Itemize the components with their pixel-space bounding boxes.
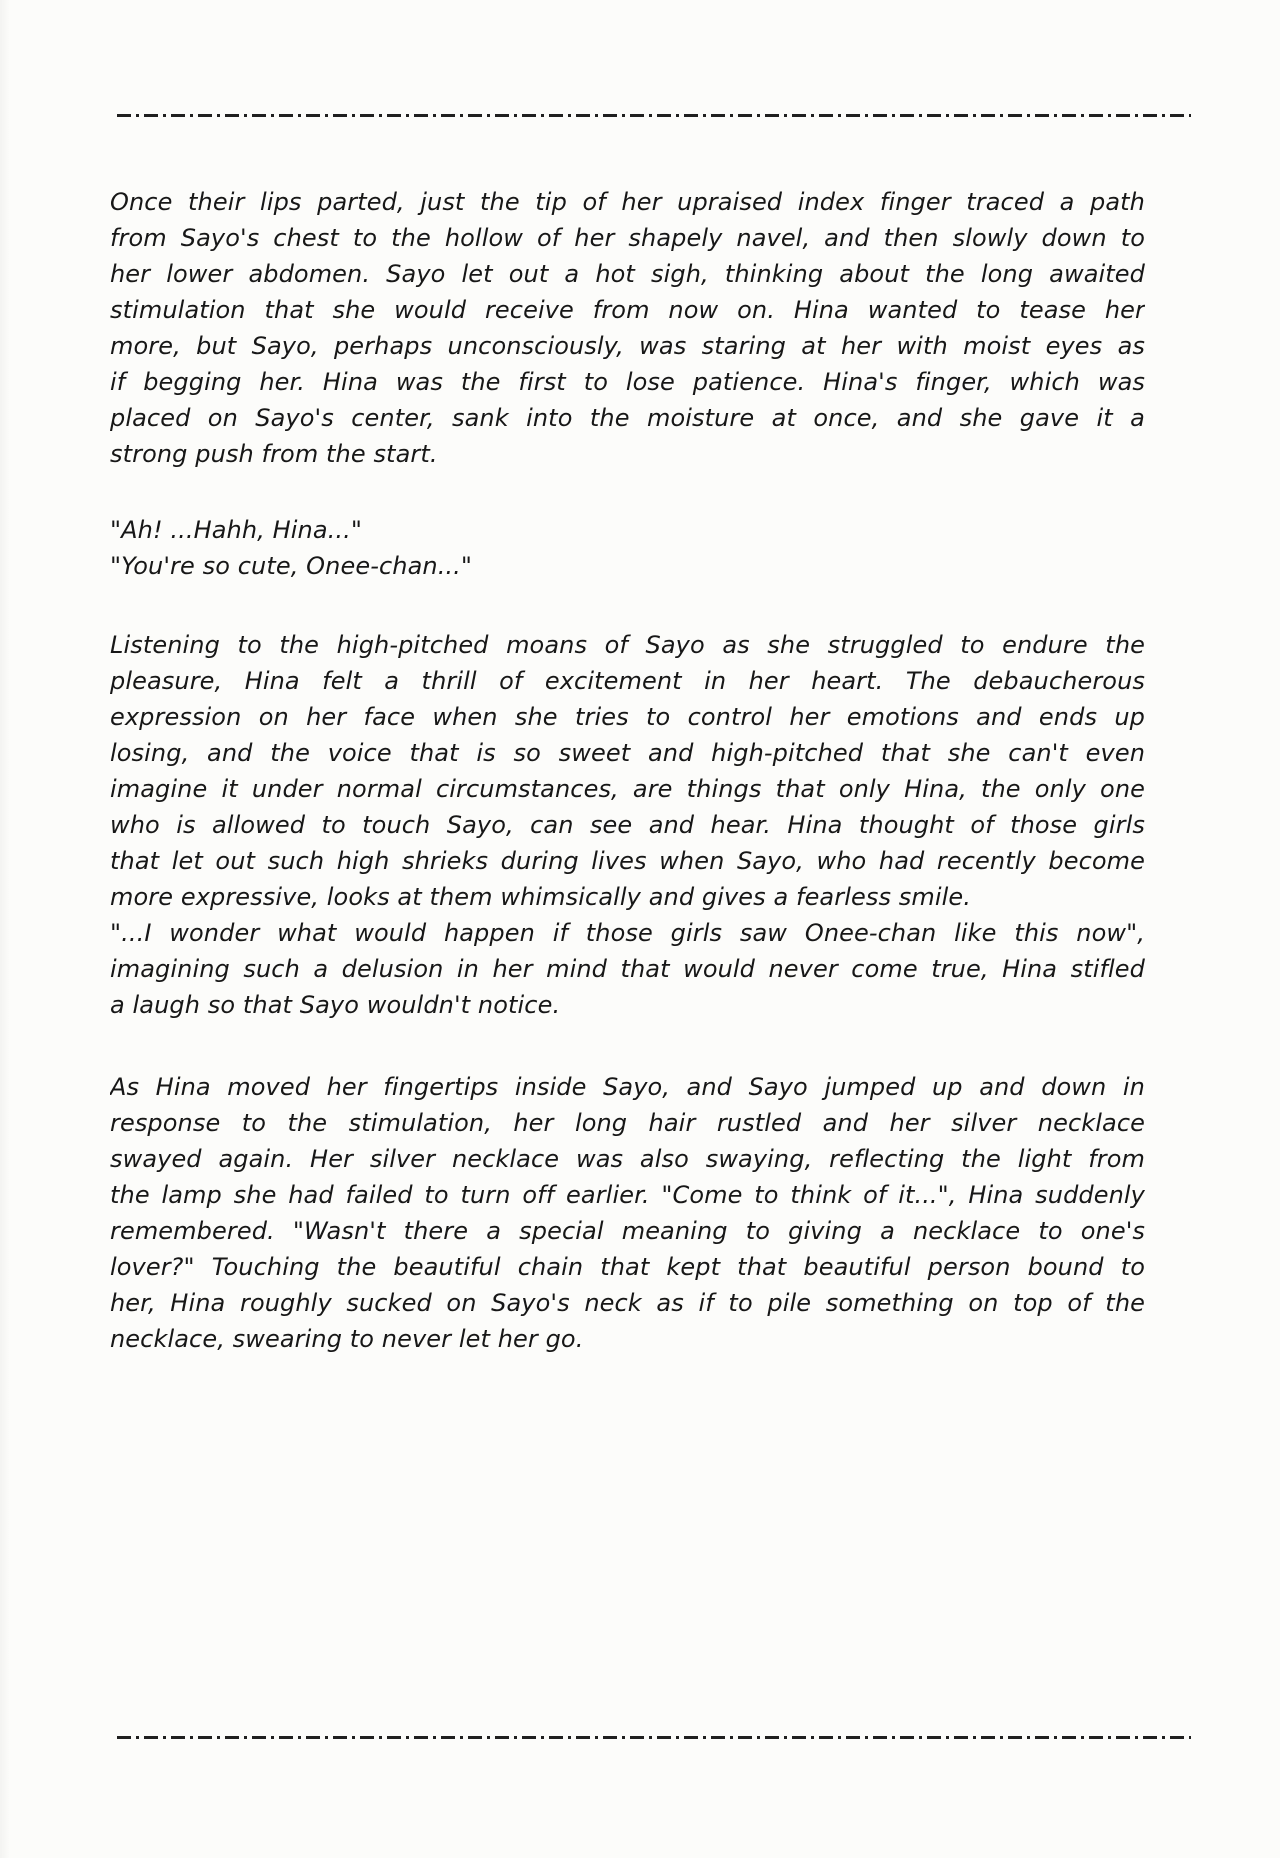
paragraph-1: [110, 184, 1145, 472]
text-line: if begging her. Hina was the first to lose patience. Hina's finger, which was: [110, 368, 1145, 396]
text-line: response to the stimulation, her long hair rustled and her silver necklace: [110, 1109, 1145, 1137]
text-line: strong push from the start.: [110, 440, 438, 468]
text-line: Listening to the high-pitched moans of Sayo as she struggled to endure the: [110, 631, 1145, 659]
text-line: imagine it under normal circumstances, are things that only Hina, the only one: [110, 775, 1145, 803]
text-line: "Ah! ...Hahh, Hina...": [110, 516, 362, 544]
text-line: more expressive, looks at them whimsically and gives a fearless smile.: [110, 883, 971, 911]
text-line: placed on Sayo's center, sank into the moisture at once, and she gave it a: [110, 404, 1145, 432]
top-divider: [117, 114, 1191, 117]
paragraph-3: [110, 1069, 1145, 1357]
text-line: pleasure, Hina felt a thrill of excitement in her heart. The debaucherous: [110, 667, 1145, 695]
text-line: her, Hina roughly sucked on Sayo's neck as if to pile something on top of the: [110, 1289, 1145, 1317]
text-line: As Hina moved her fingertips inside Sayo, and Sayo jumped up and down in: [110, 1073, 1145, 1101]
text-line: Once their lips parted, just the tip of her upraised index finger traced a path: [110, 188, 1145, 216]
text-line: a laugh so that Sayo wouldn't notice.: [110, 991, 561, 1019]
text-line: that let out such high shrieks during lives when Sayo, who had recently become: [110, 847, 1145, 875]
text-line: from Sayo's chest to the hollow of her shapely navel, and then slowly down to: [110, 224, 1145, 252]
paragraph-2-part-b: [110, 915, 1145, 1023]
text-line: her lower abdomen. Sayo let out a hot sigh, thinking about the long awaited: [110, 260, 1145, 288]
text-line: necklace, swearing to never let her go.: [110, 1325, 584, 1353]
text-line: swayed again. Her silver necklace was also swaying, reflecting the light from: [110, 1145, 1145, 1173]
text-line: the lamp she had failed to turn off earlier. "Come to think of it...", Hina suddenly: [110, 1181, 1145, 1209]
text-line: imagining such a delusion in her mind that would never come true, Hina stifled: [110, 955, 1145, 983]
text-line: "...I wonder what would happen if those girls saw Onee-chan like this now",: [110, 919, 1145, 947]
text-line: more, but Sayo, perhaps unconsciously, was staring at her with moist eyes as: [110, 332, 1145, 360]
text-line: losing, and the voice that is so sweet and high-pitched that she can't even: [110, 739, 1145, 767]
text-line: who is allowed to touch Sayo, can see and hear. Hina thought of those girls: [110, 811, 1145, 839]
dialogue-block: [110, 512, 1145, 584]
text-line: "You're so cute, Onee-chan...": [110, 552, 473, 580]
bottom-divider: [117, 1736, 1191, 1739]
text-line: remembered. "Wasn't there a special meaning to giving a necklace to one's: [110, 1217, 1145, 1245]
paragraph-2-part-a: [110, 627, 1145, 915]
text-line: stimulation that she would receive from now on. Hina wanted to tease her: [110, 296, 1145, 324]
text-line: lover?" Touching the beautiful chain that kept that beautiful person bound to: [110, 1253, 1145, 1281]
text-line: expression on her face when she tries to control her emotions and ends up: [110, 703, 1145, 731]
